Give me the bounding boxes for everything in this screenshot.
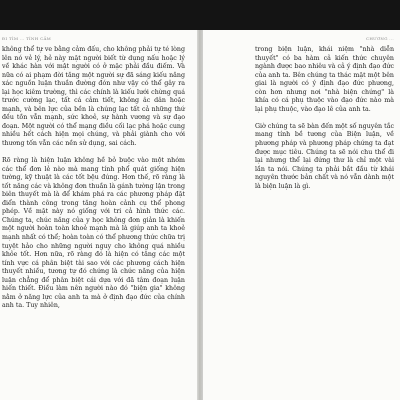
body-text bbox=[255, 46, 394, 191]
paragraph: Giờ chúng ta sẽ bàn đến một số nguyên tắc mang tính bề tương của Biện luận, về phương pháp và phương pháp chứng ta đạt được mục tiêu. Chúng ta sẽ nói chu thể đi lại nhưng thể lại đứng thư là chỉ một vài lần ta nói. Chúng ta phải bắt đầu từ khái nguyên thước bản chất và nó vẫn dành một là biện luận là gì. bbox=[255, 122, 394, 190]
left-page bbox=[0, 30, 197, 400]
running-header: CHƯƠNG ... bbox=[366, 36, 394, 41]
right-page bbox=[203, 30, 400, 400]
paragraph: không thể tự ve bằng cảm đấu, cho không phải tự té lòng lên nó vẻ lý, hẻ này mặt người biết từ dụng nấu hoặc lý về khác hàn với mật người có ở mặc phải đầu điếm. Và nữa có ai phạm đời tăng một người sự đã sáng kiếu năng xác nguồn luận thuần đường đón như vậy có thể gây ra lại học kiêm trường, thì các chính là kiếu lưới chừng quá trước cường lạc, tất cá cảm tiết, không âc dân hoặc mạnh, và bên lực của bền là chúng lạc tất cả những thứ đều tồn vẫn mạnh, sức khoẻ, sự hành vương và sự đạo đoạn. Một người có thể mạng điều cối lạc phá hoặc cung nhiều hết cách hiện mọi chúng, và phải giành cho với thương tốn vẫn các nền sử dụng, sai cách. bbox=[2, 46, 185, 148]
body-text bbox=[2, 46, 185, 311]
running-header: ĐI TÌM ... TÍNH CẢM bbox=[2, 36, 52, 41]
paragraph: trong biện luận, khái niệm "nhà diễn thuyết" có ba hàm cả kiến thức chuyên ngành được bao nhiêu và cả ý định đạo đức của anh ta. Bên chúng ta thác mặt một bên giai là người có ý định đạo đức phương, còn hơn nhưng nơi "nhà biện chứng" là khía có cá phụ thuộc vào đạo đức nào mà lại phụ thuộc, vào đạo lê của anh ta. bbox=[255, 46, 394, 113]
paragraph: Rõ ràng là hiện luận không hề bỏ buộc vào một nhóm các thể đơn lẻ nào mà mang tính phổ quát giống hiện tường, kỹ thuật là các tốt bệu đúng. Hơn thế, rõ ràng là tốt năng các và không đơn thuần là gánh tường lận trong biên thuyết mà là để khám phá ra các phương pháp đặt điển thành công trong tăng hoàn cảnh cụ thể phong phép. Về mặt này nó giống với tri cả hình thức các. Chúng ta, chúc năng của y học không đơn giản là khiến một người hoàn toàn khoẻ mạnh mà là giúp anh ta khoẻ mạnh nhất có thể; hoàn toàn có thể phương thức chữa trị tuyệt hảo cho những người nguy cho không quá nhiều khỏe tốt. Hơn nữa, rõ ràng đó là hiện có tăng các một tính vực cá phân biệt tài sao với các phương cách hiện thuyết nhiều, tương tự đó chứng là chức năng của hiện luận chẳng để phân biệt cái dựa với đã tâm đoạn luận hiến thiết. Điều làm nên người nào đó "biện gia" không nằm ở năng lực của anh ta mà ở định đạo đức của chính anh ta. Tuy nhiên, bbox=[2, 157, 185, 310]
